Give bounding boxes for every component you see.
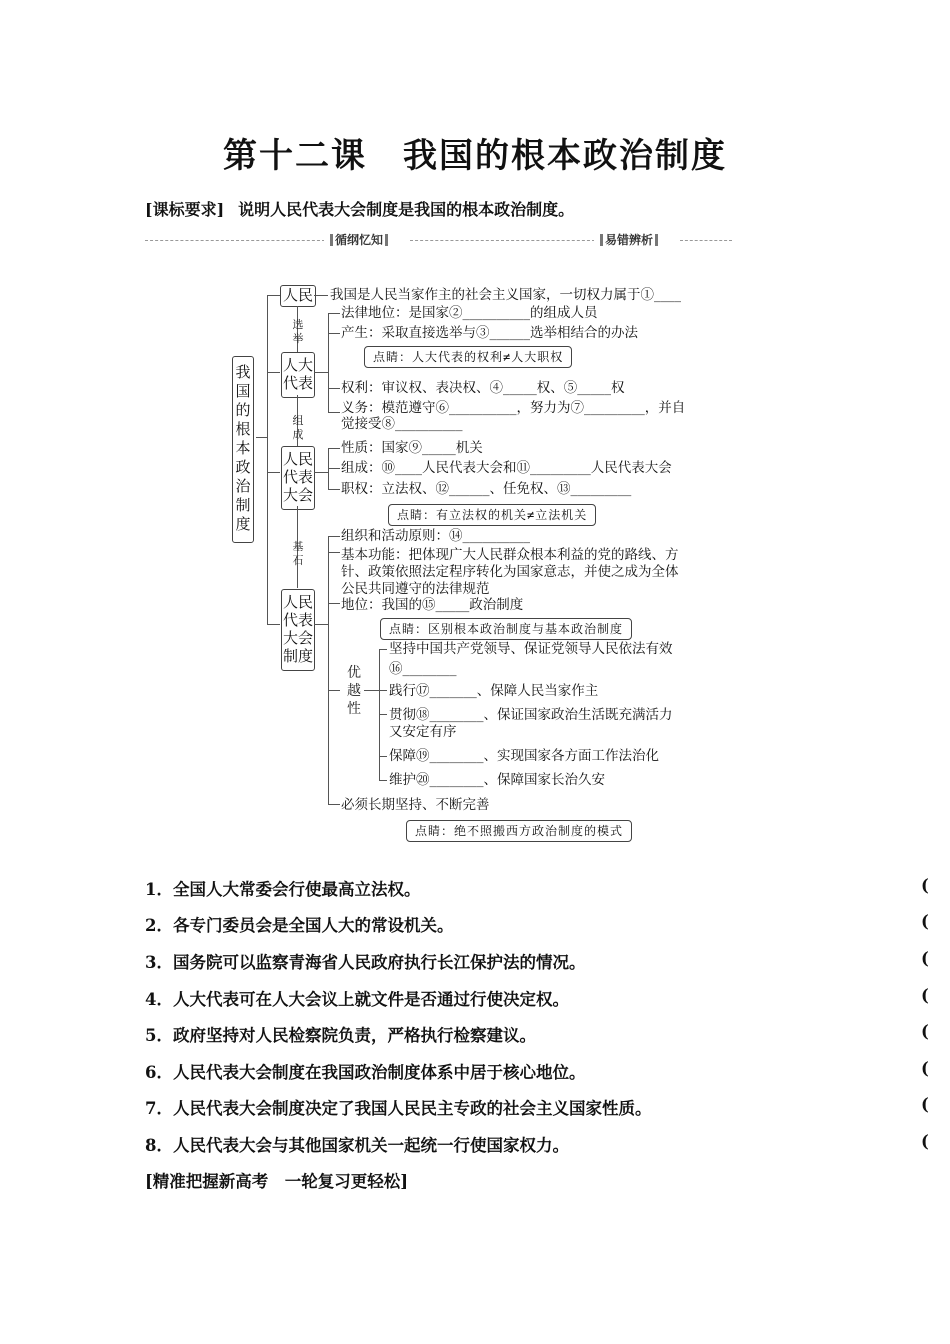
answer-paren[interactable]: ( <box>921 1132 929 1151</box>
system-line: 地位：我国的⑮_____政治制度 <box>341 597 524 613</box>
answer-paren[interactable]: ( <box>921 912 929 931</box>
section-recall: 循纲忆知 <box>324 231 394 248</box>
section-errors: 易错辨析 <box>594 231 664 248</box>
node-system: 人民代表大会制度 <box>281 589 315 671</box>
question-item: 3．国务院可以监察青海省人民政府执行长江保护法的情况。 <box>145 953 586 972</box>
divider-line <box>410 240 595 241</box>
question-item: 5．政府坚持对人民检察院负责，严格执行检察建议。 <box>145 1026 536 1045</box>
question-item: 1．全国人大常委会行使最高立法权。 <box>145 880 421 899</box>
question-item: 4．人大代表可在人大会议上就文件是否通过行使决定权。 <box>145 990 569 1009</box>
question-item: 6．人民代表大会制度在我国政治制度体系中居于核心地位。 <box>145 1063 586 1082</box>
answer-paren[interactable]: ( <box>921 876 929 895</box>
advantage-item: 又安定有序 <box>389 724 457 740</box>
deputy-line: 权利：审议权、表决权、④_____权、⑤_____权 <box>341 380 625 396</box>
deputy-note: 点睛：人大代表的权利≠人大职权 <box>364 346 572 368</box>
deputy-line: 义务：模范遵守⑥__________，努力为⑦_________，并自 <box>341 400 686 416</box>
advantage-item: 坚持中国共产党领导、保证党领导人民依法有效 <box>389 641 673 657</box>
edge-label-compose: 组 成 <box>292 414 315 441</box>
advantage-item: 贯彻⑱________、保证国家政治生活既充满活力 <box>389 707 673 723</box>
answer-paren[interactable]: ( <box>921 1095 929 1114</box>
congress-line: 组成：⑩____人民代表大会和⑪_________人民代表大会 <box>341 460 672 476</box>
system-line: 针、政策依照法定程序转化为国家意志，并使之成为全体 <box>341 564 679 580</box>
final-line: 必须长期坚持、不断完善 <box>341 797 490 813</box>
advantage-item: 维护⑳________、保障国家长治久安 <box>389 772 605 788</box>
system-line: 组织和活动原则：⑭__________ <box>341 528 530 544</box>
edge-label-foundation: 基 石 <box>292 540 315 567</box>
answer-paren[interactable]: ( <box>921 986 929 1005</box>
advantage-label: 优越性 <box>347 665 361 717</box>
divider-line <box>680 240 732 241</box>
question-item: 2．各专门委员会是全国人大的常设机关。 <box>145 916 454 935</box>
congress-line: 职权：立法权、⑫______、任免权、⑬_________ <box>341 481 632 497</box>
requirement-label: [课标要求] <box>145 200 225 219</box>
congress-note: 点睛：有立法权的机关≠立法机关 <box>388 504 596 526</box>
answer-paren[interactable]: ( <box>921 949 929 968</box>
node-people: 人民 <box>280 285 316 307</box>
page-title: 第十二课 我国的根本政治制度 <box>223 136 727 176</box>
requirement-text: 说明人民代表大会制度是我国的根本政治制度。 <box>238 200 575 219</box>
advantage-item: 保障⑲________、实现国家各方面工作法治化 <box>389 748 659 764</box>
divider-line <box>145 240 325 241</box>
question-item: 7．人民代表大会制度决定了我国人民民主专政的社会主义国家性质。 <box>145 1099 652 1118</box>
root-node: 我国的根本政治制度 <box>232 356 254 543</box>
deputy-line: 觉接受⑧__________ <box>341 416 463 432</box>
final-note: 点睛：绝不照搬西方政治制度的模式 <box>406 820 632 842</box>
course-requirement <box>145 197 574 220</box>
deputy-line: 法律地位：是国家②__________的组成人员 <box>341 305 598 321</box>
footer-tagline: [精准把握新高考 一轮复习更轻松] <box>145 1172 409 1191</box>
advantage-item: 践行⑰_______、保障人民当家作主 <box>389 683 599 699</box>
congress-line: 性质：国家⑨_____机关 <box>341 440 483 456</box>
system-note: 点睛：区别根本政治制度与基本政治制度 <box>380 618 632 640</box>
answer-paren[interactable]: ( <box>921 1059 929 1078</box>
answer-paren[interactable]: ( <box>921 1022 929 1041</box>
people-line: 我国是人民当家作主的社会主义国家，一切权力属于①____ <box>330 287 681 303</box>
advantage-item: ⑯________ <box>389 661 457 677</box>
node-deputies: 人大代表 <box>281 352 315 398</box>
edge-label-elect: 选 举 <box>292 318 315 345</box>
question-item: 8．人民代表大会与其他国家机关一起统一行使国家权力。 <box>145 1136 569 1155</box>
system-line: 基本功能：把体现广大人民群众根本利益的党的路线、方 <box>341 547 679 563</box>
system-line: 公民共同遵守的法律规范 <box>341 581 490 597</box>
node-congress: 人民代表大会 <box>281 446 315 510</box>
deputy-line: 产生：采取直接选举与③______选举相结合的办法 <box>341 325 638 341</box>
